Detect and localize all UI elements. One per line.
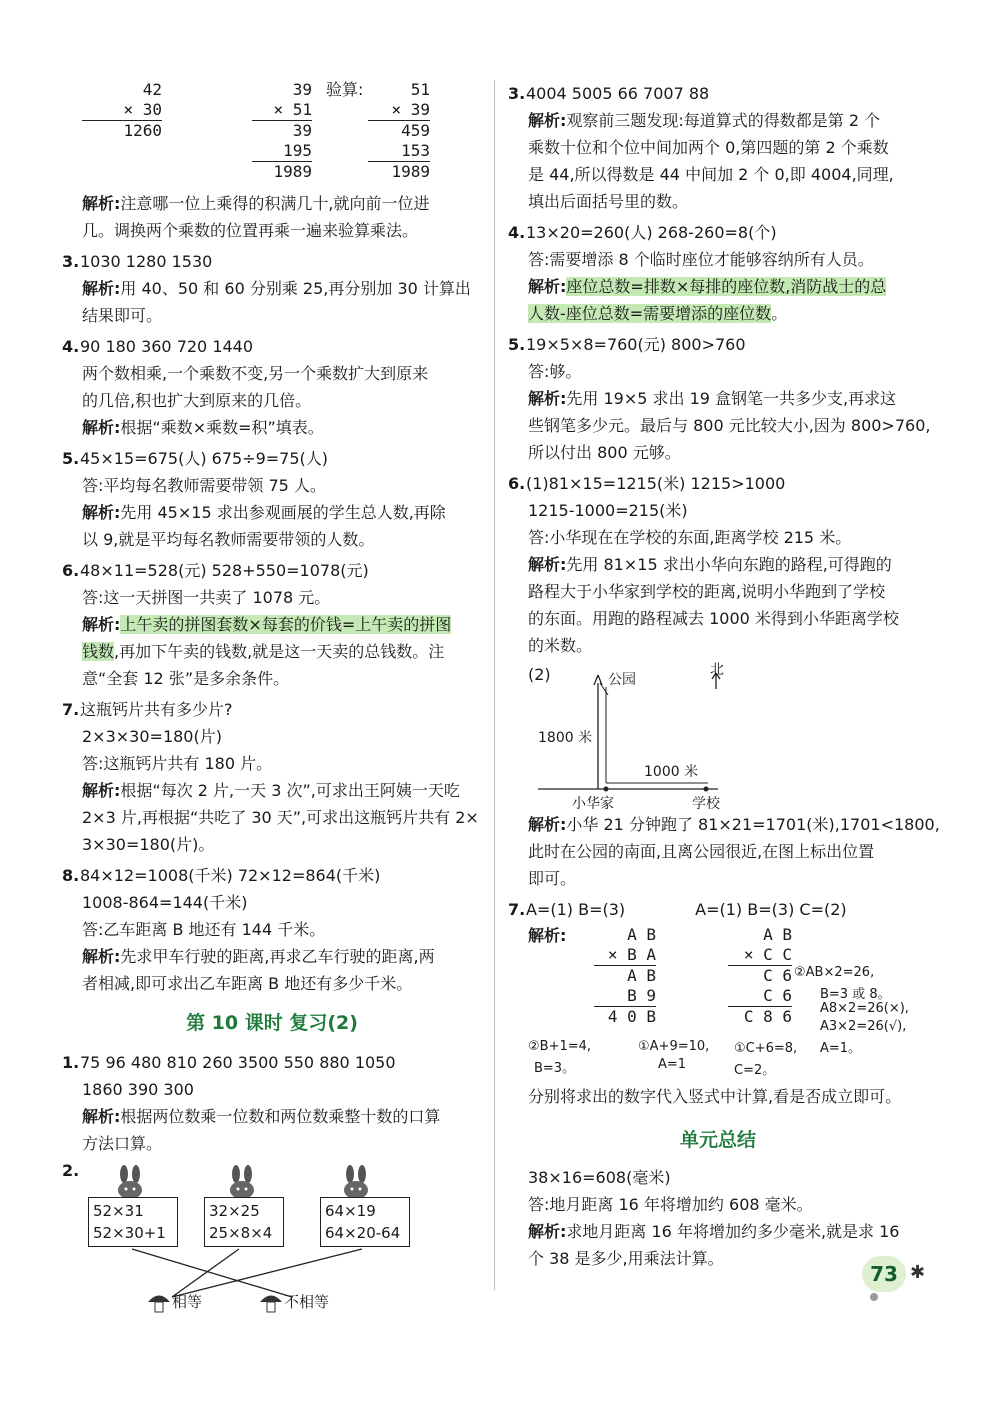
equal-label: 相等 bbox=[172, 1293, 203, 1311]
text-line: 答:够。 bbox=[528, 362, 582, 381]
text-line: 答:这瓶钙片共有 180 片。 bbox=[82, 754, 273, 773]
answer-line: 7.这瓶钙片共有多少片? bbox=[62, 700, 233, 719]
expression-box-1: 52×31 52×30+1 bbox=[88, 1197, 178, 1247]
note-line: 解析:根据“乘数×乘数=积”填表。 bbox=[82, 418, 324, 437]
text-line: 答:需要增添 8 个临时座位才能够容纳所有人员。 bbox=[528, 250, 874, 269]
text-line: 1860 390 300 bbox=[82, 1080, 194, 1099]
note-line: 是 44,所以得数是 44 中间加 2 个 0,即 4004,同理, bbox=[528, 165, 894, 184]
mushroom-icon bbox=[146, 1289, 172, 1315]
text-line: 2×3×30=180(片) bbox=[82, 727, 222, 746]
note-line: 些钢笔多少元。最后与 800 元比较大小,因为 800>760, bbox=[528, 416, 931, 435]
note-line: 3×30=180(片)。 bbox=[82, 835, 215, 854]
note-line: 解析:注意哪一位上乘得的积满几十,就向前一位进 bbox=[82, 194, 430, 213]
note-line: 意“全套 12 张”是多余条件。 bbox=[82, 669, 290, 688]
star-icon: ✱ bbox=[910, 1262, 926, 1283]
text-line: 答:乙车距离 B 地还有 144 千米。 bbox=[82, 920, 326, 939]
note-line: 解析:先用 19×5 求出 19 盒钢笔一共多少支,再求这 bbox=[528, 389, 897, 408]
not-equal-label: 不相等 bbox=[284, 1293, 330, 1311]
page-number: 73 bbox=[862, 1256, 906, 1292]
vcalc-b: 39 × 51 39 195 1989 bbox=[252, 80, 312, 182]
unit-summary-title: 单元总结 bbox=[679, 1129, 756, 1151]
note-line: 的米数。 bbox=[528, 636, 593, 655]
note-line: 解析:先求甲车行驶的距离,再求乙车行驶的距离,两 bbox=[82, 947, 435, 966]
expression-box-3: 64×19 64×20-64 bbox=[320, 1197, 410, 1247]
note-line: 乘数十位和个位中间加两个 0,第四题的第 2 个乘数 bbox=[528, 138, 889, 157]
note-line: 解析:求地月距离 16 年将增加约多少毫米,就是求 16 bbox=[528, 1222, 900, 1241]
park-label: 公园 bbox=[608, 672, 636, 688]
answer-line: 5.19×5×8=760(元) 800>760 bbox=[508, 335, 746, 354]
vertical-calculations bbox=[62, 80, 482, 190]
note-line: 路程大于小华家到学校的距离,说明小华跑到了学校 bbox=[528, 582, 886, 601]
school-label: 学校 bbox=[692, 796, 720, 812]
text-line: 的几倍,积也扩大到原来的几倍。 bbox=[82, 391, 312, 410]
note-line: 所以付出 800 元够。 bbox=[528, 443, 681, 462]
note-line: 解析:根据“每次 2 片,一天 3 次”,可求出王阿姨一天吃 bbox=[82, 781, 460, 800]
puzzle-calc-2: A B × C C C 6 C 6 C 8 6 bbox=[728, 925, 792, 1027]
note-line: 者相减,即可求出乙车距离 B 地还有多少千米。 bbox=[82, 974, 413, 993]
text-line: 答:小华现在在学校的东面,距离学校 215 米。 bbox=[528, 528, 852, 547]
answer-line: 3.1030 1280 1530 bbox=[62, 252, 213, 271]
note-line: 结果即可。 bbox=[82, 306, 163, 325]
home-label: 小华家 bbox=[572, 796, 614, 812]
note-line: 填出后面括号里的数。 bbox=[528, 192, 689, 211]
puzzle-calc-1: A B × B A A B B 9 4 0 B bbox=[594, 925, 656, 1027]
answer-line: 3.4004 5005 66 7007 88 bbox=[508, 84, 710, 103]
note-line: 解析:先用 45×15 求出参观画展的学生总人数,再除 bbox=[82, 503, 446, 522]
right-column bbox=[508, 80, 940, 1272]
note-line: 解析:观察前三题发现:每道算式的得数都是第 2 个 bbox=[528, 111, 881, 130]
column-divider bbox=[494, 80, 495, 1290]
text-line: 1008-864=144(千米) bbox=[82, 893, 248, 912]
note-line: 几。调换两个乘数的位置再乘一遍来验算乘法。 bbox=[82, 221, 419, 240]
note-line: 方法口算。 bbox=[82, 1134, 163, 1153]
note-line: 解析:先用 81×15 求出小华向东跑的路程,可得跑的 bbox=[528, 555, 892, 574]
expression-box-2: 32×25 25×8×4 bbox=[204, 1197, 284, 1247]
text-line: 分别将求出的数字代入竖式中计算,看是否成立即可。 bbox=[528, 1087, 902, 1106]
note-line: 解析:座位总数=排数×每排的座位数,消防战士的总 bbox=[528, 277, 887, 296]
text-line: 1215-1000=215(米) bbox=[528, 501, 688, 520]
horizontal-distance-label: 1000 米 bbox=[644, 764, 699, 780]
rabbit-matching-figure: 2. 52×31 52×30+1 32×25 25×8×4 64×19 64×20-64 相等 不相等 bbox=[62, 1161, 482, 1329]
check-label: 验算: bbox=[326, 80, 364, 99]
text-line: 38×16=608(毫米) bbox=[528, 1168, 671, 1187]
north-label: 北 bbox=[710, 662, 724, 678]
vcalc-a: 42 × 30 1260 bbox=[82, 80, 162, 141]
vertical-distance-label: 1800 米 bbox=[538, 730, 593, 746]
text-line: 答:这一天拼图一共卖了 1078 元。 bbox=[82, 588, 331, 607]
answer-line: 6.48×11=528(元) 528+550=1078(元) bbox=[62, 561, 369, 580]
note-line: 解析:小华 21 分钟跑了 81×21=1701(米),1701<1800, bbox=[528, 815, 940, 834]
answer-line: 7.A=(1) B=(3) A=(1) B=(3) C=(2) bbox=[508, 900, 847, 919]
answer-line: 8.84×12=1008(千米) 72×12=864(千米) bbox=[62, 866, 381, 885]
note-line: 钱数,再加下午卖的钱数,就是这一天卖的总钱数。注 bbox=[82, 642, 445, 661]
note-line: 个 38 是多少,用乘法计算。 bbox=[528, 1249, 724, 1268]
note-line: 人数-座位总数=需要增添的座位数。 bbox=[528, 304, 788, 323]
route-map-figure: (2) 公园 北 1800 米 1000 米 小华家 学校 bbox=[508, 665, 928, 811]
text-line: 答:平均每名教师需要带领 75 人。 bbox=[82, 476, 326, 495]
text-line: 答:地月距离 16 年将增加约 608 毫米。 bbox=[528, 1195, 813, 1214]
digit-puzzle-figure: 解析: A B × B A A B B 9 4 0 B ②B+1=4, B=3。 ①A+9=10, A=1 A B × C C C 6 C 6 C 8 6 ②AB×2=26, B=3 或 8。 A8×2=26(×), A3×2=26(√), A=1。 ①C+6=8, C=2。 bbox=[528, 925, 909, 1078]
note-line: 即可。 bbox=[528, 869, 577, 888]
answer-line: 4.13×20=260(人) 268-260=8(个) bbox=[508, 223, 777, 242]
answer-line: 5.45×15=675(人) 675÷9=75(人) bbox=[62, 449, 329, 468]
note-line: 此时在公园的南面,且离公园很近,在图上标出位置 bbox=[528, 842, 875, 861]
text-line: 两个数相乘,一个乘数不变,另一个乘数扩大到原来 bbox=[82, 364, 429, 383]
vcalc-c: 51 × 39 459 153 1989 bbox=[368, 80, 430, 182]
left-column bbox=[62, 80, 482, 1329]
mushroom-icon bbox=[258, 1289, 284, 1315]
answer-line: 6.(1)81×15=1215(米) 1215>1000 bbox=[508, 474, 786, 493]
answer-line: 1.75 96 480 810 260 3500 550 880 1050 bbox=[62, 1053, 396, 1072]
dot-icon bbox=[870, 1293, 878, 1301]
lesson-title: 第 10 课时 复习(2) bbox=[186, 1012, 358, 1034]
note-line: 的东面。用跑的路程减去 1000 米得到小华距离学校 bbox=[528, 609, 899, 628]
note-line: 2×3 片,再根据“共吃了 30 天”,可求出这瓶钙片共有 2× bbox=[82, 808, 479, 827]
note-line: 以 9,就是平均每名教师需要带领的人数。 bbox=[82, 530, 375, 549]
note-line: 解析:用 40、50 和 60 分别乘 25,再分别加 30 计算出 bbox=[82, 279, 471, 298]
note-line: 解析:上午卖的拼图套数×每套的价钱=上午卖的拼图 bbox=[82, 615, 452, 634]
answer-line: 4.90 180 360 720 1440 bbox=[62, 337, 254, 356]
note-line: 解析:根据两位数乘一位数和两位数乘整十数的口算 bbox=[82, 1107, 441, 1126]
